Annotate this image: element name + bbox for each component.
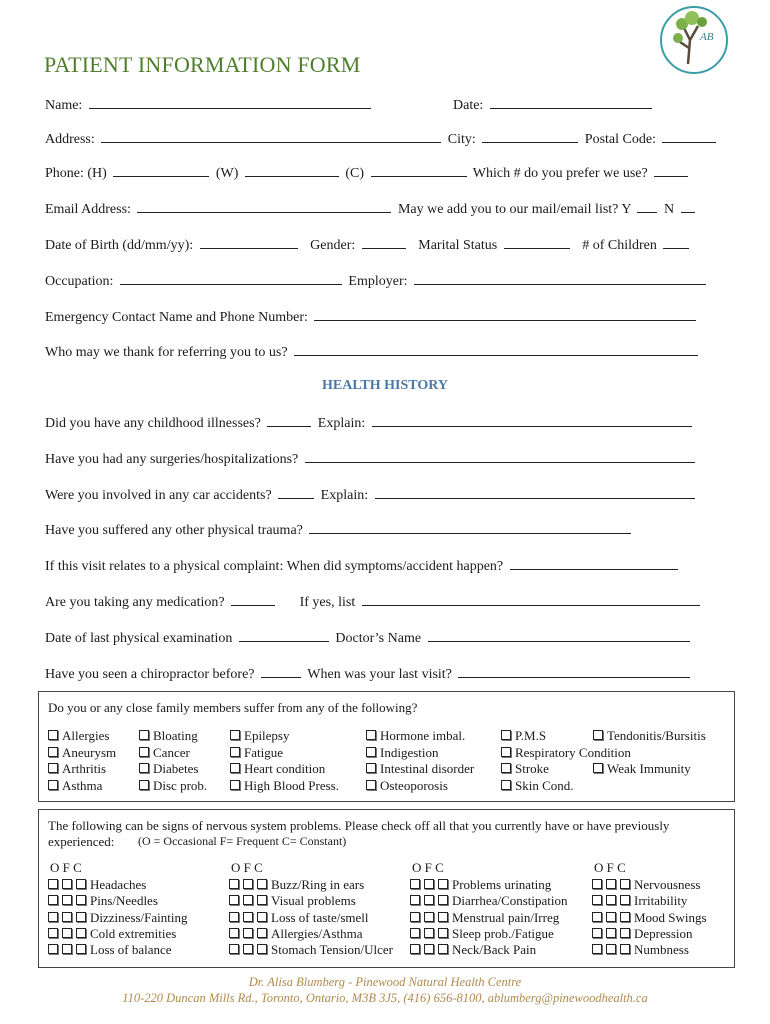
occasional-checkbox[interactable] bbox=[592, 944, 602, 954]
phone-h-field[interactable] bbox=[113, 164, 209, 177]
mailing-no-label: N bbox=[663, 202, 675, 217]
checkbox[interactable] bbox=[230, 763, 240, 773]
clinic-logo-icon bbox=[658, 4, 730, 76]
logo-text: AB bbox=[700, 31, 714, 43]
nervous-prompt-2: experienced: bbox=[48, 834, 115, 849]
referral-row bbox=[45, 343, 701, 361]
name-label: Name: bbox=[45, 98, 83, 113]
family-item-label: Stroke bbox=[515, 761, 549, 776]
family-item-label: Skin Cond. bbox=[515, 777, 574, 793]
constant-checkbox[interactable] bbox=[438, 879, 448, 889]
occasional-checkbox[interactable] bbox=[410, 879, 420, 889]
family-item bbox=[139, 745, 190, 761]
childhood-label: Did you have any childhood illnesses? bbox=[45, 416, 261, 431]
referral-field[interactable] bbox=[294, 343, 698, 356]
childhood-field[interactable] bbox=[267, 414, 311, 427]
postal-label: Postal Code: bbox=[584, 132, 656, 147]
mailing-yes-field[interactable] bbox=[637, 200, 657, 213]
symptom-item bbox=[48, 877, 146, 893]
occasional-checkbox[interactable] bbox=[48, 928, 58, 938]
complaint-row bbox=[45, 557, 681, 575]
family-item-label: Allergies bbox=[62, 728, 110, 743]
symptom-item bbox=[48, 942, 172, 958]
symptom-item bbox=[410, 926, 554, 942]
symptom-item bbox=[48, 910, 188, 926]
name-row bbox=[45, 96, 374, 114]
constant-checkbox[interactable] bbox=[76, 879, 86, 889]
occasional-checkbox[interactable] bbox=[48, 895, 58, 905]
occasional-checkbox[interactable] bbox=[592, 928, 602, 938]
constant-checkbox[interactable] bbox=[257, 928, 267, 938]
symptom-label: Cold extremities bbox=[90, 925, 177, 941]
family-item-label: Tendonitis/Bursitis bbox=[607, 728, 706, 743]
phone-row bbox=[45, 164, 691, 182]
childhood-row bbox=[45, 414, 695, 432]
constant-checkbox[interactable] bbox=[620, 879, 630, 889]
postal-field[interactable] bbox=[662, 130, 716, 143]
family-item-label: Intestinal disorder bbox=[380, 761, 475, 776]
frequent-checkbox[interactable] bbox=[62, 879, 72, 889]
health-history-heading: HEALTH HISTORY bbox=[322, 378, 448, 393]
family-item bbox=[230, 745, 283, 761]
family-item-label: Osteoporosis bbox=[380, 777, 448, 793]
children-field[interactable] bbox=[663, 236, 689, 249]
emergency-label: Emergency Contact Name and Phone Number: bbox=[45, 310, 308, 325]
nervous-prompt-1: The following can be signs of nervous system problems. Please check off all that you currently have or have previously bbox=[48, 818, 670, 833]
family-item-label: Aneurysm bbox=[62, 744, 117, 760]
occasional-checkbox[interactable] bbox=[48, 912, 58, 922]
symptom-item bbox=[229, 926, 362, 942]
family-item bbox=[139, 761, 198, 777]
symptom-label: Mood Swings bbox=[634, 909, 707, 925]
family-item bbox=[501, 761, 549, 777]
constant-checkbox[interactable] bbox=[438, 912, 448, 922]
frequent-checkbox[interactable] bbox=[62, 944, 72, 954]
frequent-checkbox[interactable] bbox=[606, 912, 616, 922]
footer-address: 110-220 Duncan Mills Rd., Toronto, Ontario, M3B 3J5, (416) 656-8100, ablumberg@pinewoodhealth.ca bbox=[122, 991, 648, 1005]
date-row bbox=[453, 96, 655, 114]
checkbox[interactable] bbox=[501, 730, 511, 740]
medication-list-label: If yes, list bbox=[299, 595, 356, 610]
accidents-field[interactable] bbox=[278, 486, 314, 499]
symptom-item bbox=[592, 910, 707, 926]
symptom-item bbox=[410, 910, 559, 926]
address-row bbox=[45, 130, 719, 148]
symptom-label: Irritability bbox=[634, 893, 688, 909]
family-item-label: High Blood Press. bbox=[244, 777, 339, 793]
checkbox[interactable] bbox=[230, 747, 240, 757]
chiro-field[interactable] bbox=[261, 665, 301, 678]
medication-list-field[interactable] bbox=[362, 593, 700, 606]
checkbox[interactable] bbox=[48, 763, 58, 773]
symptom-label: Depression bbox=[634, 925, 693, 941]
family-item-label: Fatigue bbox=[244, 744, 283, 760]
symptom-label: Allergies/Asthma bbox=[271, 925, 363, 941]
constant-checkbox[interactable] bbox=[76, 928, 86, 938]
checkbox[interactable] bbox=[366, 747, 376, 757]
symptom-item bbox=[410, 877, 551, 893]
frequent-checkbox[interactable] bbox=[62, 912, 72, 922]
family-item-label: P.M.S bbox=[515, 728, 547, 743]
family-item-label: Diabetes bbox=[153, 761, 199, 776]
checkbox[interactable] bbox=[501, 780, 511, 790]
frequent-checkbox[interactable] bbox=[62, 928, 72, 938]
frequent-checkbox[interactable] bbox=[606, 879, 616, 889]
accidents-explain-field[interactable] bbox=[375, 486, 695, 499]
family-item bbox=[48, 778, 102, 794]
checkbox[interactable] bbox=[230, 730, 240, 740]
occasional-checkbox[interactable] bbox=[229, 879, 239, 889]
phone-w-field[interactable] bbox=[245, 164, 339, 177]
footer-name: Dr. Alisa Blumberg - Pinewood Natural Health Centre bbox=[248, 975, 522, 989]
exam-row bbox=[45, 629, 693, 647]
ofc-header: O F C bbox=[594, 860, 626, 875]
emergency-field[interactable] bbox=[314, 308, 696, 321]
email-label: Email Address: bbox=[45, 202, 131, 217]
symptom-label: Neck/Back Pain bbox=[452, 942, 537, 958]
family-item bbox=[366, 761, 474, 777]
family-item-label: Epilepsy bbox=[244, 728, 290, 743]
symptom-label: Nervousness bbox=[634, 877, 701, 892]
date-field[interactable] bbox=[490, 96, 652, 109]
phone-w-label: (W) bbox=[215, 166, 239, 181]
family-item-label: Asthma bbox=[62, 777, 103, 793]
occasional-checkbox[interactable] bbox=[592, 879, 602, 889]
symptom-label: Sleep prob./Fatigue bbox=[452, 925, 554, 941]
checkbox[interactable] bbox=[366, 780, 376, 790]
children-label: # of Children bbox=[582, 238, 657, 253]
family-item bbox=[230, 778, 339, 794]
accidents-explain-label: Explain: bbox=[320, 488, 369, 503]
doctor-label: Doctor’s Name bbox=[335, 631, 422, 646]
symptom-item bbox=[410, 893, 568, 909]
frequent-checkbox[interactable] bbox=[606, 944, 616, 954]
prefer-field[interactable] bbox=[654, 164, 688, 177]
gender-label: Gender: bbox=[310, 238, 356, 253]
ofc-header: O F C bbox=[412, 860, 444, 875]
exam-label: Date of last physical examination bbox=[45, 631, 233, 646]
childhood-explain-label: Explain: bbox=[317, 416, 366, 431]
symptom-item bbox=[592, 942, 689, 958]
checkbox[interactable] bbox=[366, 730, 376, 740]
checkbox[interactable] bbox=[366, 763, 376, 773]
dob-label: Date of Birth (dd/mm/yy): bbox=[45, 238, 194, 253]
accidents-row bbox=[45, 486, 698, 504]
constant-checkbox[interactable] bbox=[76, 912, 86, 922]
surgeries-label: Have you had any surgeries/hospitalizations? bbox=[45, 452, 299, 467]
nervous-system-box bbox=[38, 809, 735, 968]
symptom-label: Menstrual pain/Irreg bbox=[452, 909, 560, 925]
city-label: City: bbox=[447, 132, 476, 147]
checkbox[interactable] bbox=[501, 747, 511, 757]
symptom-label: Dizziness/Fainting bbox=[90, 909, 188, 925]
frequent-checkbox[interactable] bbox=[424, 912, 434, 922]
family-item-label: Arthritis bbox=[62, 761, 107, 776]
medication-field[interactable] bbox=[231, 593, 275, 606]
occasional-checkbox[interactable] bbox=[410, 928, 420, 938]
checkbox[interactable] bbox=[139, 780, 149, 790]
family-prompt: Do you or any close family members suffer from any of the following? bbox=[48, 700, 418, 715]
occasional-checkbox[interactable] bbox=[229, 944, 239, 954]
checkbox[interactable] bbox=[139, 763, 149, 773]
accidents-label: Were you involved in any car accidents? bbox=[45, 488, 272, 503]
dob-field[interactable] bbox=[200, 236, 298, 249]
marital-label: Marital Status bbox=[418, 238, 498, 253]
constant-checkbox[interactable] bbox=[620, 928, 630, 938]
occasional-checkbox[interactable] bbox=[592, 912, 602, 922]
complaint-label: If this visit relates to a physical complaint: When did symptoms/accident happen? bbox=[45, 559, 504, 574]
referral-label: Who may we thank for referring you to us? bbox=[45, 345, 288, 360]
chiro-row bbox=[45, 665, 693, 683]
family-item bbox=[593, 761, 691, 777]
surgeries-field[interactable] bbox=[305, 450, 695, 463]
family-item bbox=[230, 728, 290, 744]
occasional-checkbox[interactable] bbox=[410, 895, 420, 905]
name-field[interactable] bbox=[89, 96, 371, 109]
nervous-legend: (O = Occasional F= Frequent C= Constant) bbox=[138, 834, 347, 848]
trauma-field[interactable] bbox=[309, 521, 631, 534]
symptom-label: Headaches bbox=[90, 877, 147, 892]
ofc-header: O F C bbox=[50, 860, 82, 875]
symptom-label: Buzz/Ring in ears bbox=[271, 877, 365, 892]
checkbox[interactable] bbox=[48, 780, 58, 790]
family-history-box bbox=[38, 691, 735, 802]
symptom-item bbox=[229, 877, 364, 893]
city-field[interactable] bbox=[482, 130, 578, 143]
symptom-item bbox=[592, 893, 687, 909]
family-item-label: Bloating bbox=[153, 728, 198, 743]
symptom-item bbox=[48, 893, 158, 909]
family-item bbox=[139, 728, 198, 744]
medication-label: Are you taking any medication? bbox=[45, 595, 225, 610]
family-item-label: Heart condition bbox=[244, 761, 326, 776]
occasional-checkbox[interactable] bbox=[410, 944, 420, 954]
frequent-checkbox[interactable] bbox=[424, 928, 434, 938]
constant-checkbox[interactable] bbox=[76, 944, 86, 954]
frequent-checkbox[interactable] bbox=[243, 912, 253, 922]
chiro-label: Have you seen a chiropractor before? bbox=[45, 667, 255, 682]
checkbox[interactable] bbox=[230, 780, 240, 790]
family-item-label: Disc prob. bbox=[153, 777, 208, 793]
constant-checkbox[interactable] bbox=[438, 895, 448, 905]
frequent-checkbox[interactable] bbox=[424, 879, 434, 889]
constant-checkbox[interactable] bbox=[257, 879, 267, 889]
occasional-checkbox[interactable] bbox=[229, 912, 239, 922]
employer-field[interactable] bbox=[414, 272, 706, 285]
constant-checkbox[interactable] bbox=[257, 912, 267, 922]
phone-h-label: Phone: (H) bbox=[45, 166, 107, 181]
symptom-item bbox=[410, 942, 536, 958]
phone-c-field[interactable] bbox=[371, 164, 467, 177]
constant-checkbox[interactable] bbox=[620, 895, 630, 905]
constant-checkbox[interactable] bbox=[438, 928, 448, 938]
address-label: Address: bbox=[45, 132, 95, 147]
family-item bbox=[366, 778, 448, 794]
frequent-checkbox[interactable] bbox=[606, 928, 616, 938]
dob-row bbox=[45, 236, 692, 254]
email-field[interactable] bbox=[137, 200, 391, 213]
symptom-item bbox=[229, 910, 369, 926]
occasional-checkbox[interactable] bbox=[229, 928, 239, 938]
symptom-item bbox=[229, 893, 356, 909]
family-item bbox=[139, 778, 207, 794]
form-title: PATIENT INFORMATION FORM bbox=[44, 52, 361, 77]
family-item bbox=[48, 745, 116, 761]
symptom-label: Visual problems bbox=[271, 893, 356, 909]
family-item bbox=[501, 778, 574, 794]
checkbox[interactable] bbox=[48, 747, 58, 757]
family-item-label: Hormone imbal. bbox=[380, 728, 466, 743]
family-item bbox=[48, 761, 106, 777]
symptom-label: Stomach Tension/Ulcer bbox=[271, 942, 393, 958]
occasional-checkbox[interactable] bbox=[229, 895, 239, 905]
mailing-label: May we add you to our mail/email list? Y bbox=[397, 202, 631, 217]
symptom-item bbox=[48, 926, 176, 942]
email-row bbox=[45, 200, 698, 218]
occasional-checkbox[interactable] bbox=[48, 944, 58, 954]
constant-checkbox[interactable] bbox=[257, 895, 267, 905]
mailing-no-field[interactable] bbox=[681, 200, 695, 213]
family-item bbox=[501, 745, 631, 761]
last-visit-field[interactable] bbox=[458, 665, 690, 678]
checkbox[interactable] bbox=[593, 730, 603, 740]
constant-checkbox[interactable] bbox=[76, 895, 86, 905]
family-item-label: Indigestion bbox=[380, 744, 439, 760]
symptom-label: Problems urinating bbox=[452, 877, 552, 892]
frequent-checkbox[interactable] bbox=[424, 944, 434, 954]
family-item-label: Weak Immunity bbox=[607, 761, 691, 776]
checkbox[interactable] bbox=[593, 763, 603, 773]
symptom-item bbox=[229, 942, 393, 958]
date-label: Date: bbox=[453, 98, 484, 113]
family-item-label: Respiratory Condition bbox=[515, 744, 631, 760]
checkbox[interactable] bbox=[501, 763, 511, 773]
gender-field[interactable] bbox=[362, 236, 406, 249]
phone-c-label: (C) bbox=[345, 166, 365, 181]
family-item bbox=[501, 728, 546, 744]
surgeries-row bbox=[45, 450, 698, 468]
constant-checkbox[interactable] bbox=[438, 944, 448, 954]
exam-field[interactable] bbox=[239, 629, 329, 642]
constant-checkbox[interactable] bbox=[257, 944, 267, 954]
frequent-checkbox[interactable] bbox=[606, 895, 616, 905]
constant-checkbox[interactable] bbox=[620, 944, 630, 954]
family-item bbox=[366, 728, 465, 744]
ofc-header: O F C bbox=[231, 860, 263, 875]
frequent-checkbox[interactable] bbox=[243, 928, 253, 938]
symptom-item bbox=[592, 926, 693, 942]
occupation-row bbox=[45, 272, 709, 290]
frequent-checkbox[interactable] bbox=[243, 879, 253, 889]
trauma-label: Have you suffered any other physical trauma? bbox=[45, 523, 303, 538]
occupation-label: Occupation: bbox=[45, 274, 114, 289]
symptom-item bbox=[592, 877, 700, 893]
emergency-row bbox=[45, 308, 699, 326]
checkbox[interactable] bbox=[139, 747, 149, 757]
employer-label: Employer: bbox=[348, 274, 408, 289]
family-item-label: Cancer bbox=[153, 744, 190, 760]
family-item bbox=[593, 728, 706, 744]
symptom-label: Loss of balance bbox=[90, 942, 172, 958]
frequent-checkbox[interactable] bbox=[243, 944, 253, 954]
checkbox[interactable] bbox=[48, 730, 58, 740]
doctor-field[interactable] bbox=[428, 629, 690, 642]
medication-row bbox=[45, 593, 703, 611]
childhood-explain-field[interactable] bbox=[372, 414, 692, 427]
frequent-checkbox[interactable] bbox=[62, 895, 72, 905]
family-item bbox=[48, 728, 109, 744]
symptom-label: Numbness bbox=[634, 942, 689, 958]
address-field[interactable] bbox=[101, 130, 441, 143]
constant-checkbox[interactable] bbox=[620, 912, 630, 922]
marital-field[interactable] bbox=[504, 236, 570, 249]
symptom-label: Pins/Needles bbox=[90, 893, 158, 909]
occasional-checkbox[interactable] bbox=[48, 879, 58, 889]
prefer-label: Which # do you prefer we use? bbox=[472, 166, 648, 181]
occasional-checkbox[interactable] bbox=[410, 912, 420, 922]
symptom-label: Loss of taste/smell bbox=[271, 909, 369, 925]
occasional-checkbox[interactable] bbox=[592, 895, 602, 905]
symptom-label: Diarrhea/Constipation bbox=[452, 893, 568, 909]
family-item bbox=[230, 761, 325, 777]
frequent-checkbox[interactable] bbox=[243, 895, 253, 905]
last-visit-label: When was your last visit? bbox=[307, 667, 452, 682]
complaint-field[interactable] bbox=[510, 557, 678, 570]
family-item bbox=[366, 745, 439, 761]
trauma-row bbox=[45, 521, 634, 539]
frequent-checkbox[interactable] bbox=[424, 895, 434, 905]
checkbox[interactable] bbox=[139, 730, 149, 740]
occupation-field[interactable] bbox=[120, 272, 342, 285]
